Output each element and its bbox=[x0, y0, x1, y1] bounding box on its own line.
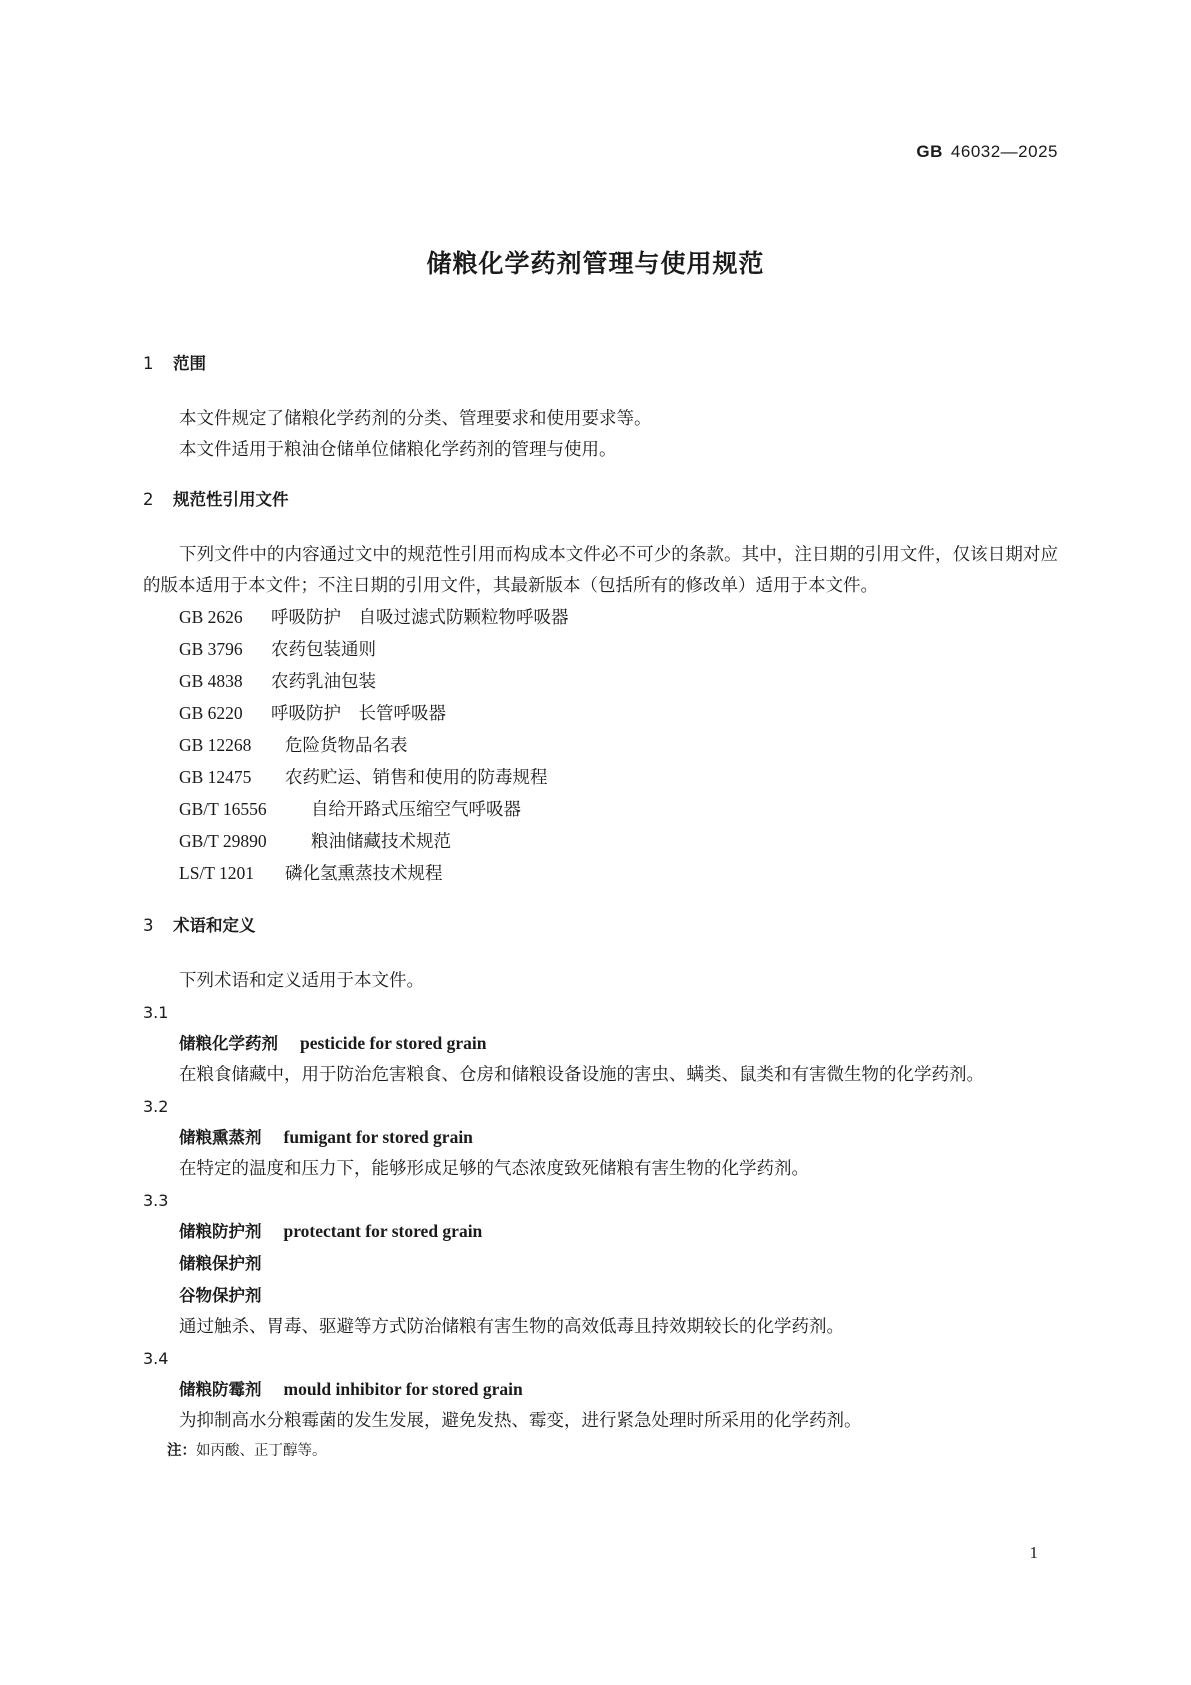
term-definition: 通过触杀、胃毒、驱避等方式防治储粮有害生物的高效低毒且持效期较长的化学药剂。 bbox=[179, 1317, 844, 1337]
terms-intro: 下列术语和定义适用于本文件。 bbox=[179, 971, 424, 991]
section-heading-terms bbox=[143, 912, 1058, 940]
note-text: 如丙酸、正丁醇等。 bbox=[196, 1443, 327, 1459]
reference-item: GB 2626 呼吸防护 自吸过滤式防颗粒物呼吸器 bbox=[179, 607, 569, 628]
scope-paragraph-1: 本文件规定了储粮化学药剂的分类、管理要求和使用要求等。 bbox=[179, 409, 652, 429]
term-name: 储粮防霉剂 mould inhibitor for stored grain bbox=[179, 1379, 523, 1399]
section-title: 术语和定义 bbox=[173, 916, 256, 935]
term-name: 储粮防护剂 protectant for stored grain bbox=[179, 1221, 483, 1241]
section-number: 1 bbox=[143, 354, 154, 373]
reference-item: GB 6220 呼吸防护 长管呼吸器 bbox=[179, 703, 446, 724]
term-definition: 在特定的温度和压力下，能够形成足够的气态浓度致死储粮有害生物的化学药剂。 bbox=[179, 1159, 809, 1179]
section-title: 规范性引用文件 bbox=[173, 490, 289, 509]
standard-prefix: GB bbox=[916, 142, 943, 161]
section-heading-scope bbox=[143, 350, 1058, 378]
term-name: 储粮熏蒸剂 fumigant for stored grain bbox=[179, 1127, 473, 1147]
standard-code bbox=[916, 142, 1058, 162]
term-number: 3.3 bbox=[143, 1191, 169, 1210]
term-number: 3.1 bbox=[143, 1003, 169, 1022]
reference-item: LS/T 1201 磷化氢熏蒸技术规程 bbox=[179, 863, 443, 884]
reference-item: GB 3796 农药包装通则 bbox=[179, 639, 376, 660]
term-number: 3.4 bbox=[143, 1349, 169, 1368]
section-heading-references bbox=[143, 486, 1058, 514]
scope-paragraph-2: 本文件适用于粮油仓储单位储粮化学药剂的管理与使用。 bbox=[179, 440, 617, 460]
term-synonym: 谷物保护剂 bbox=[179, 1286, 262, 1305]
reference-item: GB/T 16556 自给开路式压缩空气呼吸器 bbox=[179, 799, 521, 820]
standard-number: 46032—2025 bbox=[950, 142, 1058, 161]
term-synonym: 储粮保护剂 bbox=[179, 1254, 262, 1273]
term-definition: 为抑制高水分粮霉菌的发生发展，避免发热、霉变，进行紧急处理时所采用的化学药剂。 bbox=[179, 1411, 862, 1431]
reference-item: GB 12475 农药贮运、销售和使用的防毒规程 bbox=[179, 767, 548, 788]
reference-item: GB 12268 危险货物品名表 bbox=[179, 735, 408, 756]
document-body bbox=[143, 350, 1058, 1465]
section-number: 3 bbox=[143, 916, 154, 935]
references-intro: 下列文件中的内容通过文中的规范性引用而构成本文件必不可少的条款。其中，注日期的引用文件，仅该日期对应的版本适用于本文件；不注日期的引用文件，其最新版本（包括所有的修改单）适用于本文件。 bbox=[143, 545, 1058, 596]
term-name: 储粮化学药剂 pesticide for stored grain bbox=[179, 1033, 487, 1053]
reference-item: GB/T 29890 粮油储藏技术规范 bbox=[179, 831, 451, 852]
term-definition: 在粮食储藏中，用于防治危害粮食、仓房和储粮设备设施的害虫、螨类、鼠类和有害微生物的化学药剂。 bbox=[179, 1065, 984, 1085]
term-note bbox=[143, 1437, 1058, 1465]
term-number: 3.2 bbox=[143, 1097, 169, 1116]
reference-item: GB 4838 农药乳油包装 bbox=[179, 671, 376, 692]
document-title: 储粮化学药剂管理与使用规范 bbox=[426, 249, 765, 278]
page-number: 1 bbox=[1029, 1543, 1038, 1562]
section-number: 2 bbox=[143, 490, 154, 509]
section-title: 范围 bbox=[173, 354, 206, 373]
note-label: 注： bbox=[167, 1443, 196, 1459]
